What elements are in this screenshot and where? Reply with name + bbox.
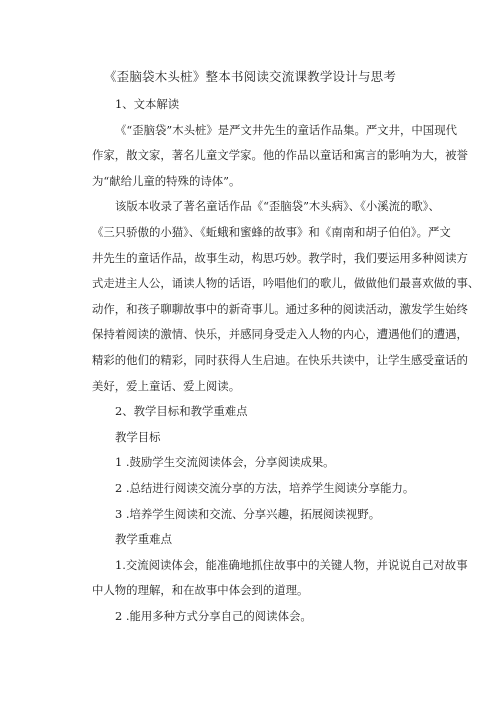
key-point-line: 中人物的理解，和在故事中体会到的道理。 [92, 583, 309, 598]
subheading-key-points: 教学重难点 [115, 532, 172, 547]
document-body [92, 92, 480, 629]
paragraph-collection-line: 该版本收录了著名童话作品《“歪脑袋”木头病》、《小溪流的歌》、 [115, 199, 440, 214]
document-title: 《歪脑袋木头桩》整本书阅读交流课教学设计与思考 [103, 69, 397, 84]
section-heading-text-interpretation: 1、文本解读 [115, 97, 180, 111]
paragraph-intro-line: 《“歪脑袋”木头桩》是严文井先生的童话作品集。严文井，中国现代 [115, 122, 457, 137]
paragraph-intro-line: 作家，散文家，著名儿童文学家。他的作品以童话和寓言的影响为大，被誉 [92, 148, 468, 163]
paragraph-intro-line: 为“献给儿童的特殊的诗体”。 [92, 173, 241, 188]
paragraph-collection-line: 精彩的他们的精彩，同时获得人生启迪。在快乐共读中，让学生感受童话的 [92, 352, 468, 367]
paragraph-collection-line: 保持着阅读的激情、快乐，并感同身受走入人物的内心，遭遇他们的遭遇， [92, 327, 468, 342]
goal-item: 3 .培养学生阅读和交流、分享兴趣，拓展阅读视野。 [115, 506, 381, 521]
paragraph-collection-line: 式走进主人公，诵读人物的话语，吟唱他们的歌儿，做做他们最喜欢做的事、 [92, 276, 480, 291]
section-heading-goals: 2、教学目标和教学重难点 [115, 404, 248, 419]
paragraph-collection-line: 井先生的童话作品，故事生动，构思巧妙。教学时，我们要运用多种阅读方 [92, 250, 468, 265]
paragraph-collection-line: 动作，和孩子聊聊故事中的新奇事儿。通过多种的阅读活动，激发学生始终 [92, 301, 468, 316]
paragraph-collection-line: 《三只骄傲的小猫》、《蚯蛾和蜜蜂的故事》和《南南和胡子伯伯》。严文 [92, 224, 451, 239]
goal-item: 2 .总结进行阅读交流分享的方法，培养学生阅读分享能力。 [115, 480, 415, 495]
key-point-line: 1.交流阅读体会，能准确地抓住故事中的关键人物，并说说自己对故事 [115, 557, 468, 572]
key-point-item: 2 .能用多种方式分享自己的阅读体会。 [115, 608, 312, 623]
paragraph-collection-line: 美好，爱上童话、爱上阅读。 [92, 378, 241, 393]
goal-item: 1 .鼓励学生交流阅读体会，分享阅读成果。 [115, 455, 335, 470]
subheading-teaching-goals: 教学目标 [115, 429, 161, 444]
